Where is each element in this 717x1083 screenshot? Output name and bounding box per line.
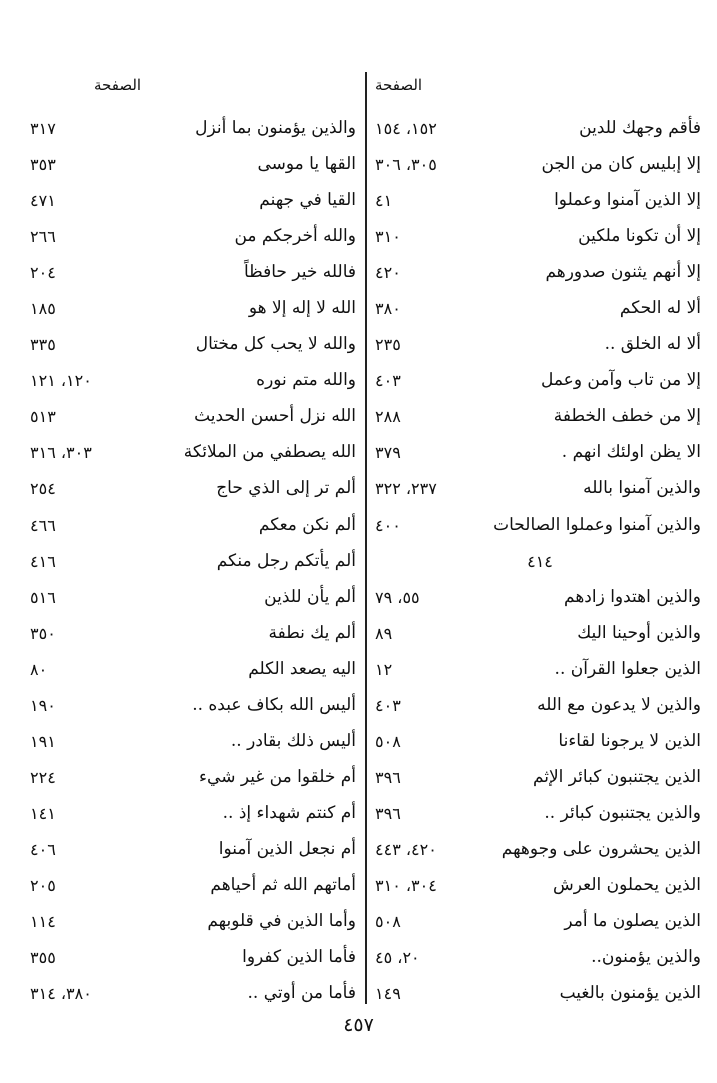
entry-phrase: إلا الذين آمنوا وعملوا	[554, 190, 701, 211]
entry-phrase: الذين يحشرون على وجوههم	[501, 838, 701, 859]
entry-pages: ٥٥، ٧٩	[375, 587, 420, 607]
entry-pages: ٢٥٤	[30, 479, 56, 499]
index-entry	[375, 404, 705, 440]
entry-pages: ٥٠٨	[375, 912, 401, 932]
index-entry	[30, 729, 360, 765]
entry-pages: ٣٠٣، ٣١٦	[30, 443, 92, 463]
index-rows-left	[30, 116, 360, 1017]
index-entry	[30, 332, 360, 368]
entry-pages: ٣١٠	[375, 227, 401, 247]
page-column-header: الصفحة	[375, 76, 423, 94]
index-entry	[375, 152, 705, 188]
entry-pages: ٣١٧	[30, 119, 56, 138]
entry-pages: ٤١	[375, 191, 393, 211]
index-entry	[30, 657, 360, 693]
index-entry	[375, 116, 705, 152]
entry-phrase: ألا له الخلق ..	[604, 334, 701, 355]
entry-phrase: إلا أن تكونا ملكين	[578, 226, 701, 247]
index-entry	[375, 513, 705, 549]
entry-pages: ١٤١	[30, 803, 56, 823]
entry-pages: ٤١٤	[527, 551, 553, 571]
entry-pages: ٥١٦	[30, 587, 56, 607]
index-entry	[375, 873, 705, 909]
entry-pages: ٢٣٥	[375, 335, 401, 355]
entry-phrase: أليس الله بكاف عبده ..	[192, 694, 356, 715]
entry-pages: ١٩٠	[30, 695, 56, 715]
entry-pages: ٤٠٣	[375, 371, 401, 391]
entry-pages: ٤٠٣	[375, 695, 401, 715]
index-entry	[375, 188, 705, 224]
entry-phrase: والذين اهتدوا زادهم	[564, 586, 701, 607]
index-entry	[30, 945, 360, 981]
index-entry	[30, 404, 360, 440]
index-entry	[375, 909, 705, 945]
entry-phrase: فأقم وجهك للدين	[579, 118, 701, 138]
entry-pages: ٤٠٦	[30, 839, 56, 859]
entry-pages: ٢٠٥	[30, 875, 56, 895]
index-entry	[30, 909, 360, 945]
index-entry	[375, 945, 705, 981]
entry-phrase: وأما الذين في قلوبهم	[207, 911, 356, 932]
entry-pages: ١٥٢، ١٥٤	[375, 119, 437, 138]
index-entry	[30, 476, 360, 512]
entry-phrase: والذين آمنوا بالله	[583, 478, 701, 499]
entry-phrase: والذين يؤمنون..	[591, 947, 701, 968]
index-entry	[375, 476, 705, 512]
entry-pages: ٤٠٠	[375, 515, 401, 535]
entry-phrase: ألم يأتكم رجل منكم	[216, 550, 356, 571]
index-rows-right	[375, 116, 705, 1017]
entry-phrase: ألم يأن للذين	[264, 586, 356, 607]
index-entry	[375, 981, 705, 1017]
entry-phrase: والله لا يحب كل مختال	[195, 334, 356, 355]
index-entry	[375, 729, 705, 765]
index-entry	[375, 585, 705, 621]
index-entry	[30, 368, 360, 404]
entry-phrase: اليه يصعد الكلم	[248, 658, 356, 679]
entry-phrase: والله متم نوره	[256, 370, 356, 391]
index-entry	[30, 693, 360, 729]
index-entry	[30, 873, 360, 909]
entry-pages: ٣٠٤، ٣١٠	[375, 875, 437, 895]
entry-pages: ١٢	[375, 659, 393, 679]
entry-phrase: الله يصطفي من الملائكة	[183, 442, 356, 463]
entry-pages: ١٤٩	[375, 984, 401, 1004]
index-entry	[30, 152, 360, 188]
entry-phrase: ألم يك نطفة	[268, 622, 356, 643]
index-entry	[30, 440, 360, 476]
entry-phrase: الذين يجتنبون كبائر الإثم	[532, 766, 701, 787]
entry-phrase: أم نجعل الذين آمنوا	[218, 838, 356, 859]
entry-phrase: والله أخرجكم من	[234, 226, 356, 247]
entry-phrase: أماتهم الله ثم أحياهم	[210, 874, 356, 895]
entry-pages: ٢٠، ٤٥	[375, 948, 420, 968]
index-entry	[30, 188, 360, 224]
entry-phrase: أم خلقوا من غير شيء	[199, 766, 356, 787]
index-entry	[30, 981, 360, 1017]
entry-phrase: إلا من تاب وآمن وعمل	[540, 370, 701, 391]
entry-pages: ٣٥٣	[30, 155, 56, 175]
index-entry	[30, 801, 360, 837]
index-entry	[30, 224, 360, 260]
entry-phrase: أم كنتم شهداء إذ ..	[222, 802, 356, 823]
entry-pages: ١٨٥	[30, 299, 56, 319]
entry-phrase: الذين يؤمنون بالغيب	[559, 983, 701, 1004]
index-entry-continuation	[375, 549, 705, 585]
index-entry	[30, 765, 360, 801]
entry-pages: ٤١٦	[30, 551, 56, 571]
index-entry	[375, 693, 705, 729]
entry-phrase: فأما الذين كفروا	[242, 947, 356, 968]
index-entry	[375, 296, 705, 332]
entry-phrase: والذين لا يدعون مع الله	[537, 694, 701, 715]
entry-pages: ٢٦٦	[30, 227, 56, 247]
entry-pages: ٣٠٥، ٣٠٦	[375, 155, 437, 175]
entry-phrase: أليس ذلك بقادر ..	[230, 730, 356, 751]
entry-phrase: إلا أنهم يثنون صدورهم	[545, 262, 701, 283]
entry-pages: ٣٨٠، ٣١٤	[30, 984, 92, 1004]
entry-pages: ٤٢٠	[375, 263, 401, 283]
entry-phrase: القيا في جهنم	[259, 190, 356, 211]
entry-pages: ٣٥٠	[30, 623, 56, 643]
index-entry	[375, 621, 705, 657]
entry-pages: ٨٩	[375, 623, 393, 643]
entry-pages: ٢٠٤	[30, 263, 56, 283]
entry-pages: ٨٠	[30, 659, 48, 679]
index-entry	[30, 296, 360, 332]
entry-phrase: الذين يصلون ما أمر	[564, 911, 701, 932]
index-entry	[375, 837, 705, 873]
entry-pages: ٤٢٠، ٤٤٣	[375, 839, 437, 859]
index-entry	[375, 765, 705, 801]
column-divider	[365, 72, 367, 1004]
index-entry	[30, 621, 360, 657]
entry-phrase: ألم تر إلى الذي حاج	[216, 478, 356, 499]
entry-pages: ٣٩٦	[375, 767, 401, 787]
index-entry	[375, 440, 705, 476]
index-entry	[375, 224, 705, 260]
entry-phrase: والذين يجتنبون كبائر ..	[544, 802, 701, 823]
entry-pages: ٢٨٨	[375, 407, 401, 427]
page-column-header: الصفحة	[94, 76, 142, 94]
entry-phrase: القها يا موسى	[257, 154, 356, 175]
entry-phrase: ألم نكن معكم	[258, 514, 356, 535]
entry-pages: ٢٣٧، ٣٢٢	[375, 479, 437, 499]
index-entry	[30, 513, 360, 549]
index-entry	[30, 837, 360, 873]
entry-phrase: فالله خير حافظاً	[244, 262, 356, 283]
entry-phrase: الا يظن اولئك انهم .	[561, 442, 701, 463]
entry-pages: ٥١٣	[30, 407, 56, 427]
index-entry	[375, 332, 705, 368]
entry-phrase: إلا إبليس كان من الجن	[541, 154, 701, 175]
entry-phrase: والذين يؤمنون بما أنزل	[195, 118, 356, 138]
index-entry	[375, 260, 705, 296]
entry-phrase: الذين يحملون العرش	[553, 874, 701, 895]
entry-pages: ٣٣٥	[30, 335, 56, 355]
entry-pages: ١٢٠، ١٢١	[30, 371, 92, 391]
entry-pages: ١٩١	[30, 731, 56, 751]
entry-pages: ٣٩٦	[375, 803, 401, 823]
entry-pages: ٥٠٨	[375, 731, 401, 751]
index-entry	[375, 657, 705, 693]
entry-pages: ٣٥٥	[30, 948, 56, 968]
entry-phrase: الله نزل أحسن الحديث	[194, 406, 356, 427]
page-number: ٤٥٧	[343, 1014, 374, 1036]
index-entry	[30, 260, 360, 296]
index-entry	[30, 116, 360, 152]
entry-pages: ٢٢٤	[30, 767, 56, 787]
entry-phrase: والذين آمنوا وعملوا الصالحات	[493, 514, 701, 535]
index-entry	[30, 585, 360, 621]
entry-phrase: الذين لا يرجونا لقاءنا	[558, 730, 701, 751]
entry-phrase: إلا من خطف الخطفة	[553, 406, 701, 427]
index-entry	[375, 368, 705, 404]
entry-pages: ٤٧١	[30, 191, 56, 211]
entry-pages: ١١٤	[30, 912, 56, 932]
index-entry	[30, 549, 360, 585]
entry-phrase: فأما من أوتي ..	[247, 983, 356, 1004]
entry-phrase: والذين أوحينا اليك	[577, 622, 701, 643]
entry-phrase: الله لا إله إلا هو	[248, 298, 356, 319]
entry-phrase: ألا له الحكم	[619, 298, 701, 319]
entry-pages: ٣٨٠	[375, 299, 401, 319]
index-entry	[375, 801, 705, 837]
entry-pages: ٣٧٩	[375, 443, 401, 463]
entry-phrase: الذين جعلوا القرآن ..	[554, 658, 701, 679]
entry-pages: ٤٦٦	[30, 515, 56, 535]
